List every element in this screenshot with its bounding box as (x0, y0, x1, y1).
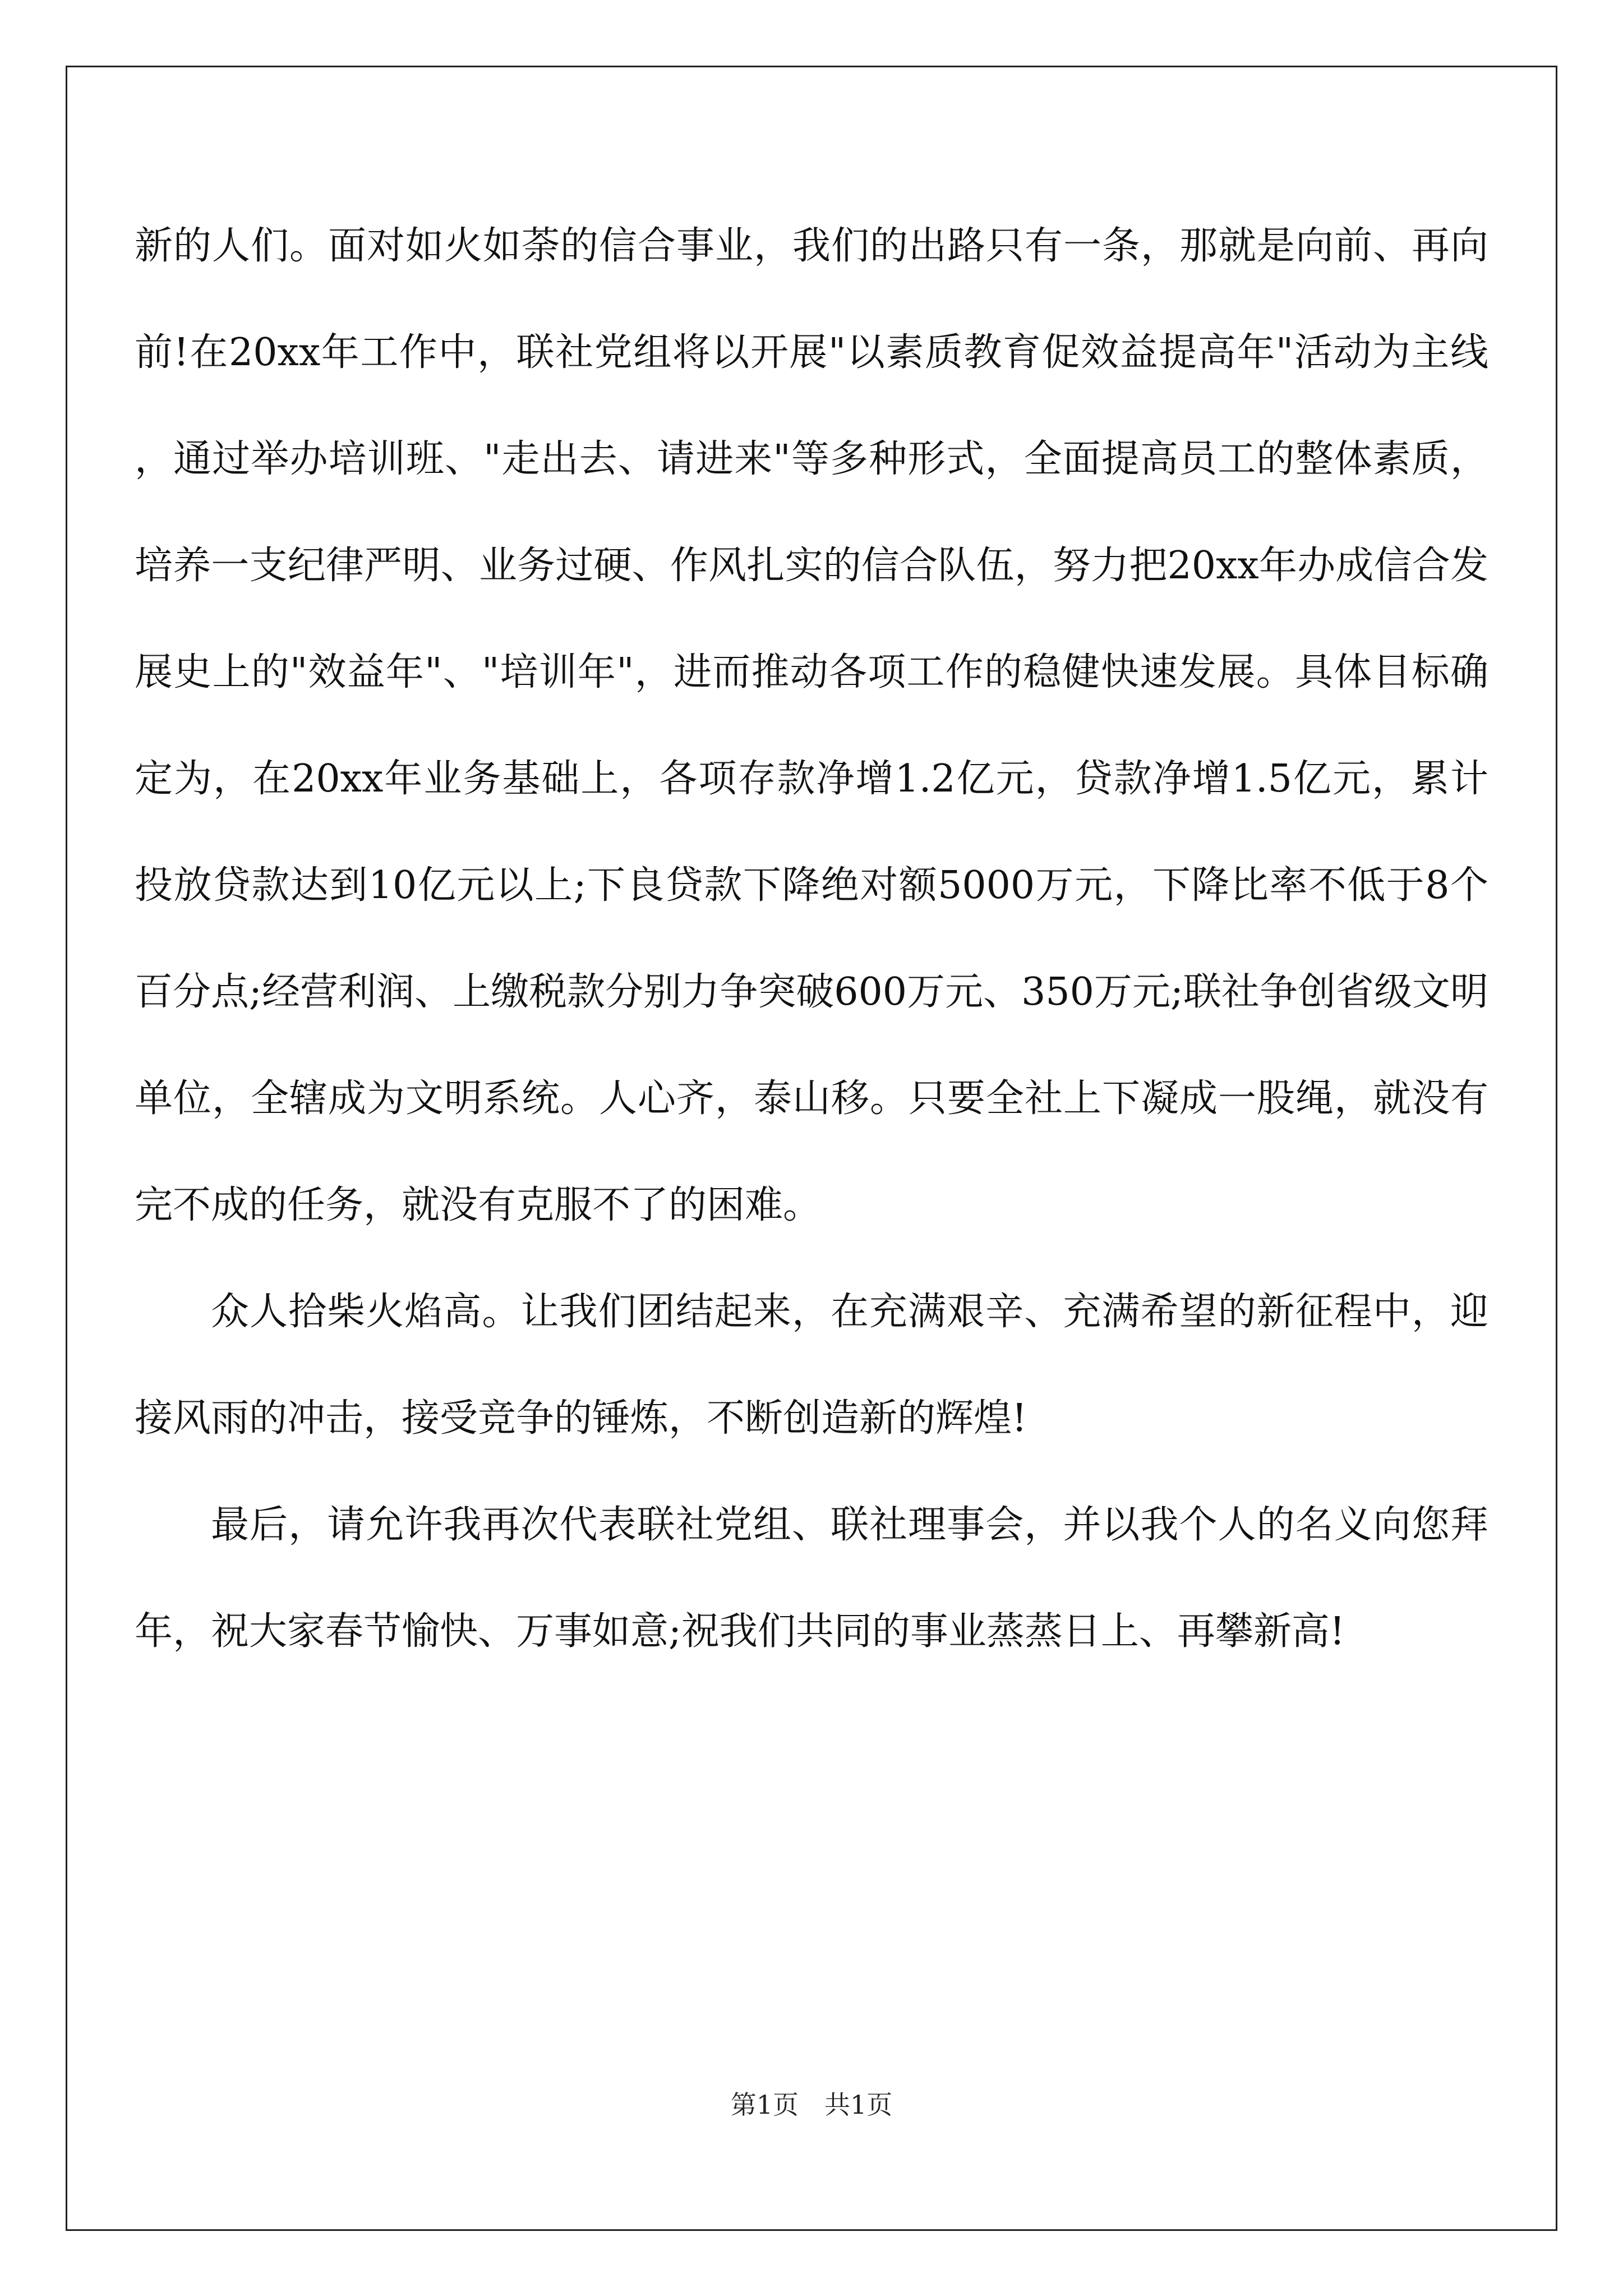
paragraph-3: 最后，请允许我再次代表联社党组、联社理事会，并以我个人的名义向您拜年，祝大家春节愉快、万事如意;祝我们共同的事业蒸蒸日上、再攀新高! (135, 1503, 1488, 1654)
paragraph-1: 新的人们。面对如火如荼的信合事业，我们的出路只有一条，那就是向前、再向前!在20xx年工作中，联社党组将以开展"以素质教育促效益提高年"活动为主线，通过举办培训班、"走出去、请进来"等多种形式，全面提高员工的整体素质，培养一支纪律严明、业务过硬、作风扎实的信合队伍，努力把20xx年办成信合发展史上的"效益年"、"培训年"，进而推动各项工作的稳健快速发展。具体目标确定为，在20xx年业务基础上，各项存款净增1.2亿元，贷款净增1.5亿元，累计投放贷款达到10亿元以上;下良贷款下降绝对额5000万元，下降比率不低于8个百分点;经营利润、上缴税款分别力争突破600万元、350万元;联社争创省级文明单位，全辖成为文明系统。人心齐，泰山移。只要全社上下凝成一股绳，就没有完不成的任务，就没有克服不了的困难。 (135, 224, 1488, 1227)
document-body (135, 0, 1488, 1685)
paragraph-2: 众人拾柴火焰高。让我们团结起来，在充满艰辛、充满希望的新征程中，迎接风雨的冲击，接受竞争的锤炼，不断创造新的辉煌! (135, 1290, 1488, 1441)
page-number-footer: 第1页 共1页 (730, 2090, 893, 2120)
